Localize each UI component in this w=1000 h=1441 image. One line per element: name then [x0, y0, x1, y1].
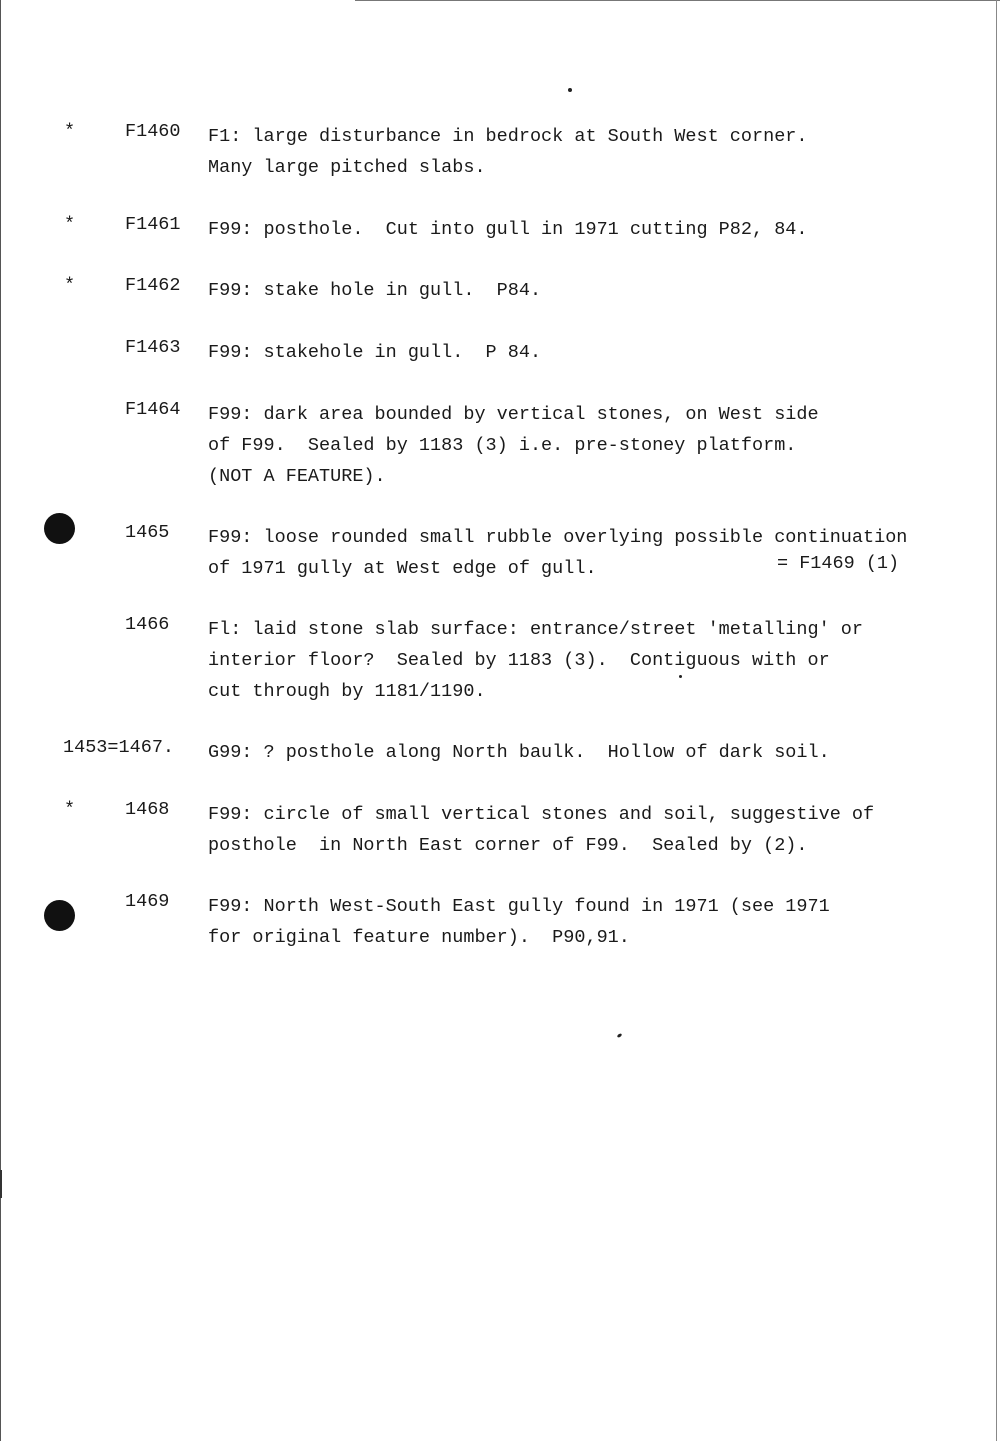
description-line: Fl: laid stone slab surface: entrance/street 'metalling' or — [208, 619, 864, 640]
feature-description — [208, 399, 978, 492]
feature-description — [208, 275, 978, 306]
page-left-edge — [0, 0, 1, 1441]
feature-description — [208, 214, 978, 245]
asterisk-marker: * — [64, 214, 76, 235]
feature-description — [208, 337, 978, 368]
description-line: F99: circle of small vertical stones and soil, suggestive of — [208, 804, 875, 825]
asterisk-marker: * — [64, 799, 76, 820]
description-line: F99: stake hole in gull. P84. — [208, 280, 542, 301]
feature-description — [208, 799, 978, 861]
description-line: F99: North West-South East gully found in 1971 (see 1971 — [208, 896, 830, 917]
feature-number: F1462 — [125, 275, 181, 296]
description-line: posthole in North East corner of F99. Sealed by (2). — [208, 835, 808, 856]
feature-number: 1465 — [125, 522, 170, 543]
scan-speck — [568, 88, 572, 92]
feature-number: F1464 — [125, 399, 181, 420]
feature-number: 1468 — [125, 799, 170, 820]
feature-number: F1463 — [125, 337, 181, 358]
description-line: F99: loose rounded small rubble overlying possible continuation — [208, 527, 908, 548]
page-top-edge — [355, 0, 1000, 1]
description-line: G99: ? posthole along North baulk. Hollow of dark soil. — [208, 742, 830, 763]
feature-number: 1469 — [125, 891, 170, 912]
feature-number: 1466 — [125, 614, 170, 635]
description-line: cut through by 1181/1190. — [208, 681, 486, 702]
description-line: Many large pitched slabs. — [208, 157, 486, 178]
description-line: (NOT A FEATURE). — [208, 466, 386, 487]
description-line: F1: large disturbance in bedrock at South West corner. — [208, 126, 808, 147]
description-line: of 1971 gully at West edge of gull. — [208, 558, 597, 579]
asterisk-marker: * — [64, 275, 76, 296]
equivalence-note: = F1469 (1) — [777, 553, 900, 574]
feature-number: F1461 — [125, 214, 181, 235]
page-edge-mark — [0, 1170, 2, 1198]
punch-hole — [44, 900, 75, 931]
description-line: of F99. Sealed by 1183 (3) i.e. pre-stoney platform. — [208, 435, 797, 456]
feature-description — [208, 891, 978, 953]
feature-description — [208, 614, 978, 707]
scan-speck — [617, 1033, 623, 1038]
description-line: F99: posthole. Cut into gull in 1971 cutting P82, 84. — [208, 219, 808, 240]
punch-hole — [44, 513, 75, 544]
description-line: for original feature number). P90,91. — [208, 927, 630, 948]
page-right-edge — [996, 0, 997, 1441]
description-line: F99: stakehole in gull. P 84. — [208, 342, 542, 363]
feature-description — [208, 737, 978, 768]
feature-description — [208, 121, 978, 183]
feature-number: F1460 — [125, 121, 181, 142]
description-line: F99: dark area bounded by vertical stones, on West side — [208, 404, 819, 425]
feature-number: 1453=1467. — [63, 737, 175, 758]
asterisk-marker: * — [64, 121, 76, 142]
description-line: interior floor? Sealed by 1183 (3). Contiguous with or — [208, 650, 830, 671]
